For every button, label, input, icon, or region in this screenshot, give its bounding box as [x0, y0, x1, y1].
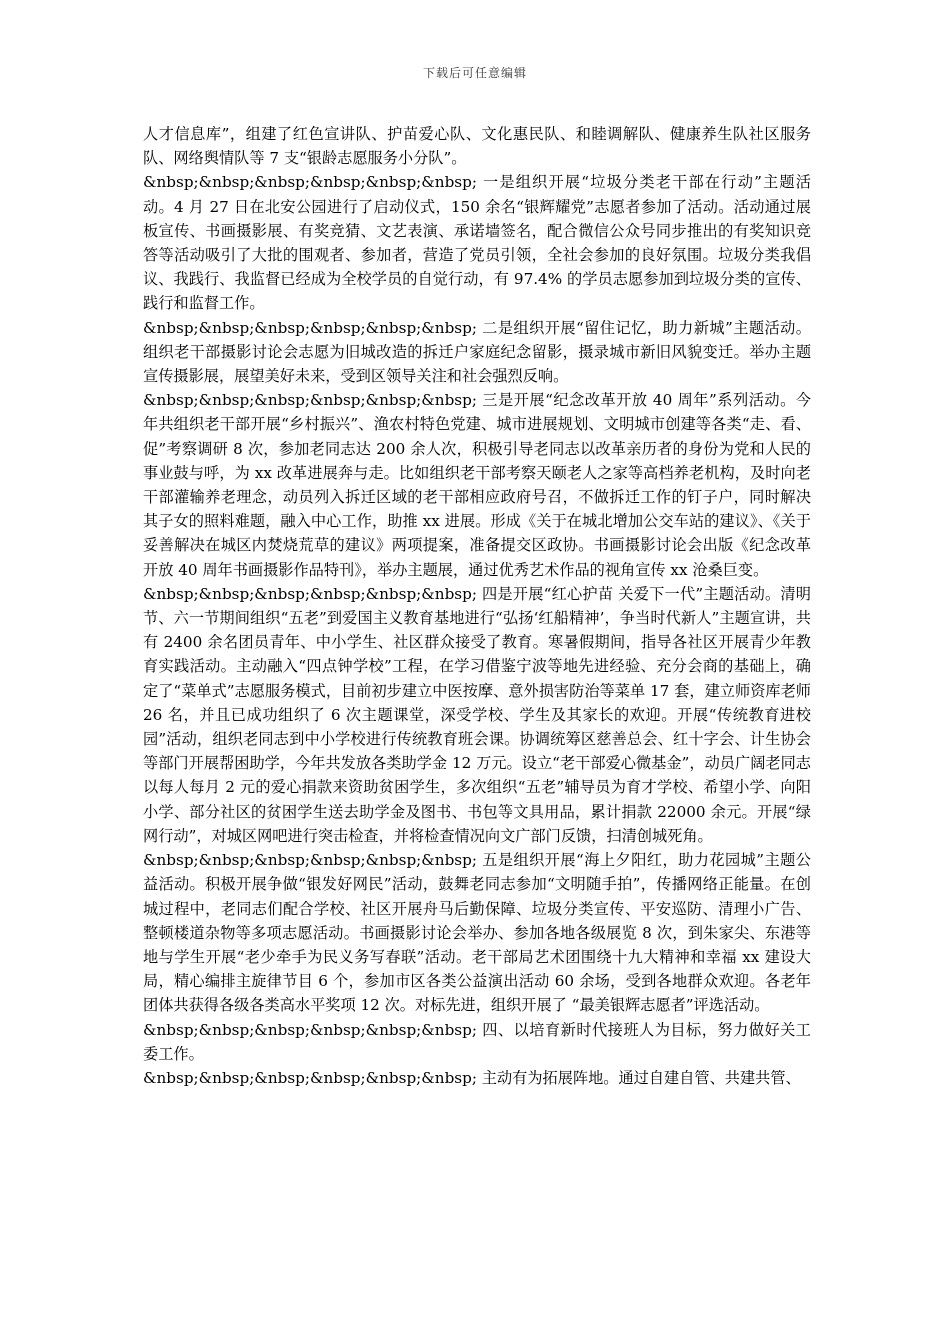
paragraph-sunset-red: &nbsp;&nbsp;&nbsp;&nbsp;&nbsp;&nbsp; 五是组织开展“海上夕阳红，助力花园城”主题公益活动。积极开展争做“银发好网民”活动，鼓舞老同志参加“文明随手拍”，传播网络正能量。在创城过程中，老同志们配合学校、社区开展舟马后勤保障、垃圾分类宣传、平安巡防、清理小广告、整顿楼道杂物等多项志愿活动。书画摄影讨论会举办、参加各地各级展览 8 次，到朱家尖、东港等地与学生开展“老少牵手为民义务写春联”活动。老干部局艺术团围绕十九大精神和幸福 xx 建设大局，精心编排主旋律节目 6 个，参加市区各类公益演出活动 60 余场，受到各地群众欢迎。各老年团体共获得各级各类高水平奖项 12 次。对标先进，组织开展了 “最美银辉志愿者”评选活动。 — [143, 851, 811, 1015]
section-heading-four: &nbsp;&nbsp;&nbsp;&nbsp;&nbsp;&nbsp; 四、以培育新时代接班人为目标，努力做好关工委工作。 — [143, 1020, 811, 1063]
paragraph-garbage-sorting: &nbsp;&nbsp;&nbsp;&nbsp;&nbsp;&nbsp; 一是组织开展“垃圾分类老干部在行动”主题活动。4 月 27 日在北安公园进行了启动仪式，150 余名“银辉耀党”志愿者参加了活动。活动通过展板宣传、书画摄影展、有奖竞猜、文艺表演、承诺墙签名，配合微信公众号同步推出的有奖知识竞答等活动吸引了大批的围观者、参加者，营造了党员引领，全社会参加的良好氛围。垃圾分类我倡议、我践行、我监督已经成为全校学员的自觉行动，有 97.4% 的学员志愿参加到垃圾分类的宣传、践行和监督工作。 — [143, 173, 811, 313]
paragraph-reform-anniversary: &nbsp;&nbsp;&nbsp;&nbsp;&nbsp;&nbsp; 三是开展“纪念改革开放 40 周年”系列活动。今年共组织老干部开展“乡村振兴”、渔农村特色党建、城市进展规划、文明城市创建等各类“走、看、促”考察调研 8 次，参加老同志达 200 余人次，积极引导老同志以改革亲历者的身份为党和人民的事业鼓与呼，为 xx 改革进展奔与走。比如组织老干部考察天颐老人之家等高档养老机构，及时向老干部灌输养老理念，动员列入拆迁区域的老干部相应政府号召，不做拆迁工作的钉子户，同时解决其子女的照料难题，融入中心工作，助推 xx 进展。形成《关于在城北增加公交车站的建议》、《关于妥善解决在城区内焚烧荒草的建议》两项提案，准备提交区政协。书画摄影讨论会出版《纪念改革开放 40 周年书画摄影作品特刊》，举办主题展，通过优秀艺术作品的视角宣传 xx 沧桑巨变。 — [143, 391, 811, 579]
paragraph-intro-continuation: 人才信息库”，组建了红色宣讲队、护苗爱心队、文化惠民队、和睦调解队、健康养生队社区服务队、网络舆情队等 7 支“银龄志愿服务小分队”。 — [143, 125, 811, 168]
paragraph-care-next-generation: &nbsp;&nbsp;&nbsp;&nbsp;&nbsp;&nbsp; 四是开展“红心护苗 关爱下一代”主题活动。清明节、六一节期间组织“五老”到爱国主义教育基地进行“弘扬‘红船精神’，争当时代新人”主题宣讲，共有 2400 余名团员青年、中小学生、社区群众接受了教育。寒暑假期间，指导各社区开展青少年教育实践活动。主动融入“四点钟学校”工程，在学习借鉴宁波等地先进经验、充分会商的基础上，确定了“菜单式”志愿服务模式，目前初步建立中医按摩、意外损害防治等菜单 17 套，建立师资库老师 26 名，并且已成功组织了 6 次主题课堂，深受学校、学生及其家长的欢迎。开展“传统教育进校园”活动，组织老同志到中小学校进行传统教育班会课。协调统筹区慈善总会、红十字会、计生协会等部门开展帮困助学，今年共发放各类助学金 12 万元。设立“老干部爱心微基金”，动员广阔老同志以每人每月 2 元的爱心捐款来资助贫困学生，多次组织“五老”辅导员为育才学校、希望小学、向阳小学、部分社区的贫困学生送去助学金及图书、书包等文具用品，累计捐款 22000 余元。开展“绿网行动”，对城区网吧进行突击检查，并将检查情况向文广部门反馈，扫清创城死角。 — [143, 584, 811, 845]
paragraph-preserve-memory: &nbsp;&nbsp;&nbsp;&nbsp;&nbsp;&nbsp; 二是组织开展“留住记忆，助力新城”主题活动。组织老干部摄影讨论会志愿为旧城改造的拆迁户家庭纪念留影，摄录城市新旧风貌变迁。举办主题宣传摄影展，展望美好未来，受到区领导关注和社会强烈反响。 — [143, 318, 811, 386]
document-body — [143, 122, 811, 1090]
paragraph-expand-positions: &nbsp;&nbsp;&nbsp;&nbsp;&nbsp;&nbsp; 主动有为拓展阵地。通过自建自管、共建共管、 — [143, 1068, 801, 1087]
page-header: 下载后可任意编辑 — [422, 66, 527, 80]
